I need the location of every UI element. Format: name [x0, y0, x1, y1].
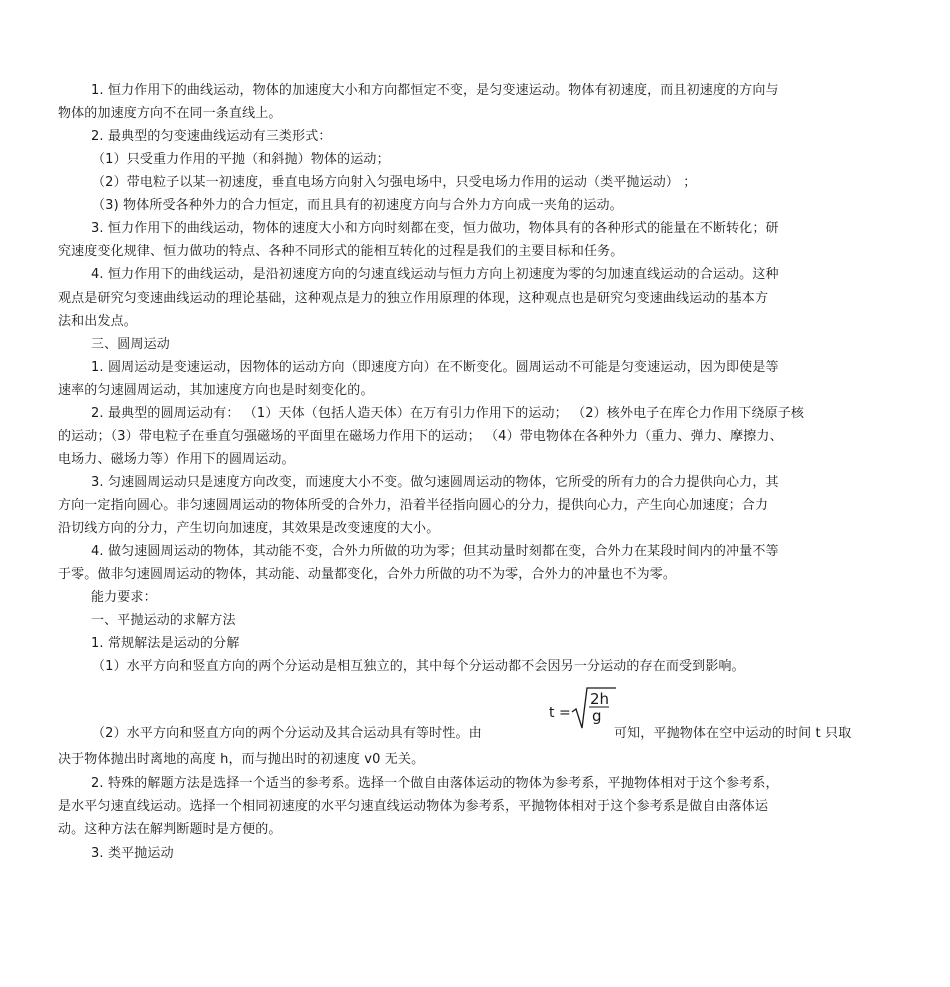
text-line: （3) 物体所受各种外力的合力恒定，而且具有的初速度方向与合外力方向成一夹角的运动。 [92, 198, 623, 213]
section-heading: 一、平抛运动的求解方法 [91, 613, 236, 628]
text-line: 是水平匀速直线运动。选择一个相同初速度的水平匀速直线运动物体为参考系，平抛物体相对于这个参考系是做自由落体运 [58, 799, 769, 814]
text-line: 法和出发点。 [58, 314, 137, 329]
text-line: 4. 做匀速圆周运动的物体，其动能不变，合外力所做的功为零；但其动量时刻都在变，合外力在某段时间内的冲量不等 [91, 544, 779, 559]
text-line: （1）水平方向和竖直方向的两个分运动是相互独立的，其中每个分运动都不会因另一分运动的存在而受到影响。 [92, 659, 745, 674]
text-line: （1）只受重力作用的平抛（和斜抛）物体的运动； [92, 152, 390, 167]
text-line: 物体的加速度方向不在同一条直线上。 [58, 106, 282, 121]
text-line: 沿切线方向的分力，产生切向加速度，其效果是改变速度的大小。 [58, 521, 440, 536]
text-line: 4. 恒力作用下的曲线运动，是沿初速度方向的匀速直线运动与恒力方向上初速度为零的匀加速直线运动的合运动。这种 [91, 267, 779, 282]
text-line: 1. 恒力作用下的曲线运动，物体的加速度大小和方向都恒定不变，是匀变速运动。物体有初速度，而且初速度的方向与 [91, 83, 779, 98]
formula-lhs: t = [549, 705, 571, 721]
text-line: 的运动；（3）带电粒子在垂直匀强磁场的平面里在磁场力作用下的运动； （4）带电物体在各种外力（重力、弹力、摩擦力、 [58, 429, 783, 444]
text-line: 3. 恒力作用下的曲线运动，物体的速度大小和方向时刻都在变，恒力做功，物体具有的各种形式的能量在不断转化；研 [91, 221, 779, 236]
section-heading: 能力要求： [91, 590, 157, 605]
text-line: 3. 匀速圆周运动只是速度方向改变，而速度大小不变。做匀速圆周运动的物体，它所受的所有力的合力提供向心力，其 [91, 475, 779, 490]
text-line: （2）水平方向和竖直方向的两个分运动及其合运动具有等时性。由 [92, 726, 482, 741]
text-line: 3. 类平抛运动 [91, 846, 174, 861]
text-line: 观点是研究匀变速曲线运动的理论基础，这种观点是力的独立作用原理的体现，这种观点也是研究匀变速曲线运动的基本方 [58, 291, 769, 306]
text-line: 1. 圆周运动是变速运动，因物体的运动方向（即速度方向）在不断变化。圆周运动不可能是匀变速运动，因为即使是等 [91, 360, 779, 375]
section-heading: 三、圆周运动 [91, 337, 170, 352]
formula-numerator: 2h [590, 690, 610, 708]
fall-time-formula [549, 686, 619, 742]
text-line: 2. 最典型的圆周运动有： （1）天体（包括人造天体）在万有引力作用下的运动； （2）核外电子在库仑力作用下绕原子核 [91, 406, 805, 421]
text-line: 于零。做非匀速圆周运动的物体，其动能、动量都变化，合外力所做的功不为零，合外力的冲量也不为零。 [58, 567, 677, 582]
formula-denominator: g [592, 707, 602, 725]
text-line: 2. 特殊的解题方法是选择一个适当的参考系。选择一个做自由落体运动的物体为参考系，平抛物体相对于这个参考系， [91, 776, 779, 791]
text-line: 决于物体抛出时离地的高度 h，而与抛出时的初速度 v0 无关。 [58, 752, 425, 767]
text-line: 电场力、磁场力等）作用下的圆周运动。 [58, 452, 295, 467]
text-line: 1. 常规解法是运动的分解 [91, 636, 240, 651]
text-line: 可知，平抛物体在空中运动的时间 t 只取 [614, 726, 852, 741]
text-line: 2. 最典型的匀变速曲线运动有三类形式： [91, 129, 332, 144]
text-line: 速率的匀速圆周运动，其加速度方向也是时刻变化的。 [58, 383, 374, 398]
text-line: 究速度变化规律、恒力做功的特点、各种不同形式的能相互转化的过程是我们的主要目标和任务。 [58, 244, 624, 259]
text-line: （2）带电粒子以某一初速度，垂直电场方向射入匀强电场中，只受电场力作用的运动（类平抛运动） ； [92, 175, 697, 190]
text-line: 方向一定指向圆心。非匀速圆周运动的物体所受的合外力，沿着半径指向圆心的分力，提供向心力，产生向心加速度；合力 [58, 498, 769, 513]
text-line: 动。这种方法在解判断题时是方便的。 [58, 822, 282, 837]
